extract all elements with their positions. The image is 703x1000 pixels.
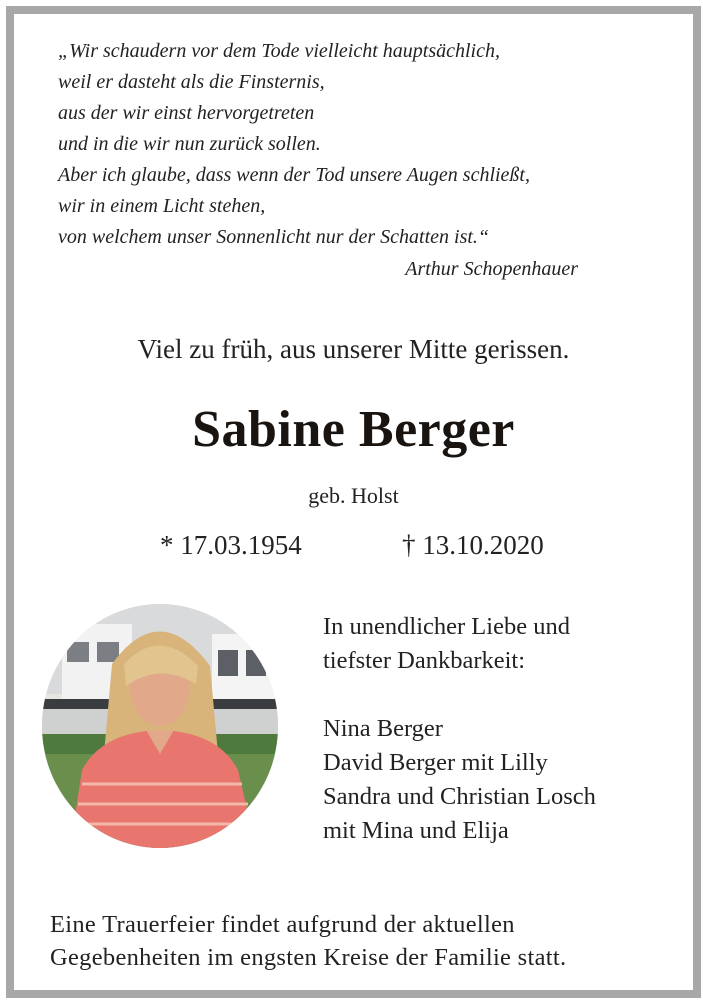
ceremony-notice bbox=[50, 908, 690, 974]
death-date: † 13.10.2020 bbox=[402, 530, 544, 560]
spacer bbox=[323, 678, 596, 712]
quote-author: Arthur Schopenhauer bbox=[405, 258, 578, 280]
family-member: Nina Berger bbox=[323, 715, 443, 742]
quote-line: von welchem unser Sonnenlicht nur der Schatten ist.“ bbox=[58, 226, 490, 248]
quote-line: „Wir schaudern vor dem Tode vielleicht hauptsächlich, bbox=[58, 40, 500, 62]
deceased-name: Sabine Berger bbox=[192, 401, 515, 458]
quote-line: wir in einem Licht stehen, bbox=[58, 195, 266, 217]
dedication-line: In unendlicher Liebe und bbox=[323, 613, 570, 640]
quote-block bbox=[58, 36, 618, 280]
notice-line: Gegebenheiten im engsten Kreise der Familie statt. bbox=[50, 944, 567, 971]
dedication-line: tiefster Dankbarkeit: bbox=[323, 647, 526, 674]
notice-line: Eine Trauerfeier findet aufgrund der aktuellen bbox=[50, 911, 515, 938]
family-member: mit Mina und Elija bbox=[323, 817, 509, 844]
obituary-frame bbox=[6, 6, 701, 998]
quote-line: und in die wir nun zurück sollen. bbox=[58, 133, 321, 155]
family-member: David Berger mit Lilly bbox=[323, 749, 548, 776]
intro-text: Viel zu früh, aus unserer Mitte gerissen. bbox=[137, 334, 570, 364]
birth-name: geb. Holst bbox=[308, 483, 399, 508]
portrait-photo bbox=[42, 604, 278, 848]
quote-line: weil er dasteht als die Finsternis, bbox=[58, 71, 325, 93]
quote-line: Aber ich glaube, dass wenn der Tod unsere Augen schließt, bbox=[58, 164, 530, 186]
family-block bbox=[323, 610, 596, 848]
family-member: Sandra und Christian Losch bbox=[323, 783, 596, 810]
quote-line: aus der wir einst hervorgetreten bbox=[58, 102, 315, 124]
birth-date: * 17.03.1954 bbox=[160, 530, 302, 560]
